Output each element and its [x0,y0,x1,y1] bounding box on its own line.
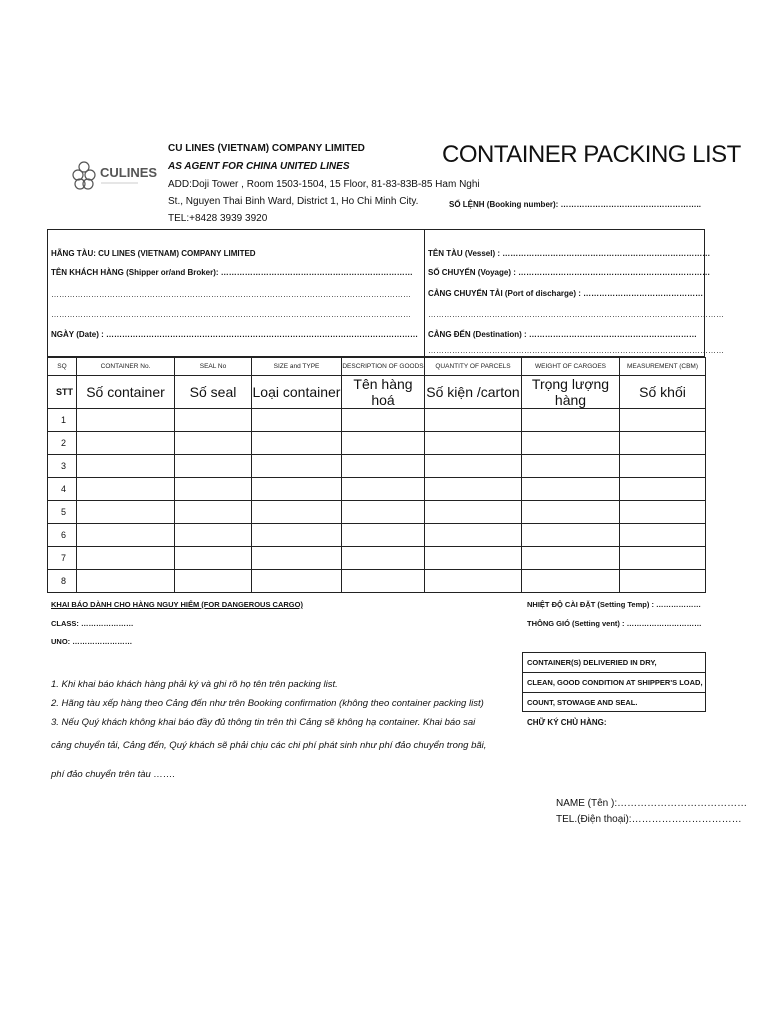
table-cell[interactable] [77,547,175,570]
discharge-port-field[interactable]: CẢNG CHUYỂN TẢI (Port of discharge) : ……………………………………… [428,289,704,298]
row-number: 4 [48,478,77,501]
table-cell[interactable] [620,409,706,432]
table-cell[interactable] [252,478,342,501]
table-cell[interactable] [252,547,342,570]
table-cell[interactable] [175,501,252,524]
table-cell[interactable] [425,478,522,501]
table-cell[interactable] [425,455,522,478]
shipper-line-1[interactable]: ……………………………………………………………………………………………………………………… [51,290,411,299]
table-cell[interactable] [77,570,175,593]
table-cell[interactable] [342,570,425,593]
subheader-weight: Trọng lượng hàng [522,376,620,409]
row-number: 5 [48,501,77,524]
header-seal-no: SEAL No [175,358,252,376]
row-number: 2 [48,432,77,455]
row-number: 8 [48,570,77,593]
note-3-line-1: 3. Nếu Quý khách không khai báo đầy đủ thông tin trên thì Cảng sẽ không hạ container. Khai báo sai [51,717,476,728]
carrier-label: HÃNG TÀU: CU LINES (VIETNAM) COMPANY LIMITED [51,249,256,258]
table-cell[interactable] [175,478,252,501]
row-number: 6 [48,524,77,547]
table-cell[interactable] [425,570,522,593]
info-divider [424,229,425,357]
shipper-field[interactable]: TÊN KHÁCH HÀNG (Shipper or/and Broker): ……………………………………………………………… [51,268,413,277]
delivery-condition-box [522,652,706,712]
table-cell[interactable] [252,409,342,432]
table-cell[interactable] [620,547,706,570]
table-cell[interactable] [425,501,522,524]
table-cell[interactable] [175,524,252,547]
destination-line[interactable]: ………………………………………………………………………………………………… [428,346,724,355]
tel-field[interactable]: TEL.(Điện thoại):…………………………… [556,814,742,825]
flower-logo-icon [70,155,158,197]
discharge-line[interactable]: ………………………………………………………………………………………………… [428,310,724,319]
table-cell[interactable] [342,432,425,455]
table-header-row [48,358,706,376]
header-description: DESCRIPTION OF GOODS [342,358,425,376]
table-cell[interactable] [342,409,425,432]
table-cell[interactable] [175,547,252,570]
row-number: 3 [48,455,77,478]
header-sq: SQ [48,358,77,376]
company-name: CU LINES (VIETNAM) COMPANY LIMITED [168,143,365,154]
header-size-type: SIZE and TYPE [252,358,342,376]
subheader-volume: Số khối [620,376,706,409]
table-cell[interactable] [425,432,522,455]
packing-table [47,357,706,593]
svg-text:CULINES: CULINES [100,165,158,180]
table-cell[interactable] [77,455,175,478]
table-cell[interactable] [522,432,620,455]
subheader-container: Số container [77,376,175,409]
table-cell[interactable] [252,570,342,593]
note-1: 1. Khi khai báo khách hàng phải ký và ghi rõ họ tên trên packing list. [51,679,338,690]
table-cell[interactable] [252,501,342,524]
subheader-goods: Tên hàng hoá [342,376,425,409]
table-row [48,501,706,524]
table-cell[interactable] [175,455,252,478]
header-weight: WEIGHT OF CARGOES [522,358,620,376]
table-row [48,570,706,593]
table-cell[interactable] [620,478,706,501]
table-cell[interactable] [175,432,252,455]
row-number: 1 [48,409,77,432]
header-measurement: MEASUREMENT (CBM) [620,358,706,376]
delivery-line-2: CLEAN, GOOD CONDITION AT SHIPPER'S LOAD, [523,673,705,693]
vessel-field[interactable]: TÊN TÀU (Vessel) : …………………………………………………………………… [428,249,711,258]
name-field[interactable]: NAME (Tên ):………………………………… [556,798,748,809]
table-cell[interactable] [77,501,175,524]
table-cell[interactable] [425,409,522,432]
table-row [48,409,706,432]
table-cell[interactable] [522,547,620,570]
table-cell[interactable] [522,524,620,547]
table-cell[interactable] [342,547,425,570]
table-cell[interactable] [252,524,342,547]
telephone: TEL:+8428 3939 3920 [168,213,268,224]
voyage-field[interactable]: SỐ CHUYẾN (Voyage) : ……………………………………………………………… [428,268,711,277]
table-row [48,432,706,455]
table-cell[interactable] [175,409,252,432]
setting-vent-field[interactable]: THÔNG GIÓ (Setting vent) : ………………………… [527,619,702,628]
table-cell[interactable] [342,478,425,501]
table-cell[interactable] [620,432,706,455]
setting-temp-field[interactable]: NHIỆT ĐỘ CÀI ĐẶT (Setting Temp) : ……………… [527,600,702,609]
header-container-no: CONTAINER No. [77,358,175,376]
table-cell[interactable] [77,409,175,432]
table-cell[interactable] [342,455,425,478]
note-3-line-2: cảng chuyển tải, Cảng đến, Quý khách sẽ phải chịu các chi phí phát sinh như phí đảo chuyển trong bãi, [51,740,487,751]
table-row [48,455,706,478]
table-cell[interactable] [522,570,620,593]
table-cell[interactable] [77,478,175,501]
table-cell[interactable] [522,478,620,501]
destination-field[interactable]: CẢNG ĐẾN (Destination) : ……………………………………………………… [428,330,697,339]
subheader-type: Loại container [252,376,342,409]
note-2: 2. Hãng tàu xếp hàng theo Cảng đến như trên Booking confirmation (không theo container packing list) [51,698,484,709]
dangerous-cargo-title: KHAI BÁO DÀNH CHO HÀNG NGUY HIỂM (FOR DANGEROUS CARGO) [51,600,303,609]
table-subheader-row [48,376,706,409]
row-number: 7 [48,547,77,570]
note-3-line-3: phí đảo chuyển trên tàu ……. [51,769,176,780]
table-cell[interactable] [620,455,706,478]
table-cell[interactable] [522,455,620,478]
uno-field[interactable]: UNO: …………………… [51,637,133,646]
table-cell[interactable] [620,501,706,524]
subheader-stt: STT [48,376,77,409]
table-cell[interactable] [522,501,620,524]
date-field[interactable]: NGÀY (Date) : ……………………………………………………………………………………………………… [51,330,418,339]
table-cell[interactable] [425,524,522,547]
table-cell[interactable] [522,409,620,432]
table-cell[interactable] [342,524,425,547]
delivery-line-1: CONTAINER(S) DELIVERIED IN DRY, [523,653,705,673]
table-row [48,524,706,547]
subheader-parcels: Số kiện /carton [425,376,522,409]
table-cell[interactable] [425,547,522,570]
table-cell[interactable] [77,432,175,455]
address-line-2: St., Nguyen Thai Binh Ward, District 1, Ho Chi Minh City. [168,196,419,207]
booking-number-field[interactable]: SỐ LỆNH (Booking number): …………………………………………….. [449,200,701,209]
table-cell[interactable] [252,432,342,455]
table-cell[interactable] [77,524,175,547]
table-cell[interactable] [252,455,342,478]
subheader-seal: Số seal [175,376,252,409]
header-quantity: QUANTITY OF PARCELS [425,358,522,376]
table-cell[interactable] [342,501,425,524]
shipper-signature-label: CHỮ KÝ CHỦ HÀNG: [527,718,607,727]
agent-line: AS AGENT FOR CHINA UNITED LINES [168,161,350,172]
delivery-line-3: COUNT, STOWAGE AND SEAL. [527,698,638,707]
culines-logo [70,155,158,197]
table-cell[interactable] [175,570,252,593]
address-line-1: ADD:Doji Tower , Room 1503-1504, 15 Floor, 81-83-83B-85 Ham Nghi [168,179,480,190]
class-field[interactable]: CLASS: ………………… [51,619,134,628]
table-row [48,478,706,501]
shipper-line-2[interactable]: ……………………………………………………………………………………………………………………… [51,310,411,319]
table-cell[interactable] [620,570,706,593]
table-row [48,547,706,570]
table-cell[interactable] [620,524,706,547]
document-title: CONTAINER PACKING LIST [442,141,741,168]
